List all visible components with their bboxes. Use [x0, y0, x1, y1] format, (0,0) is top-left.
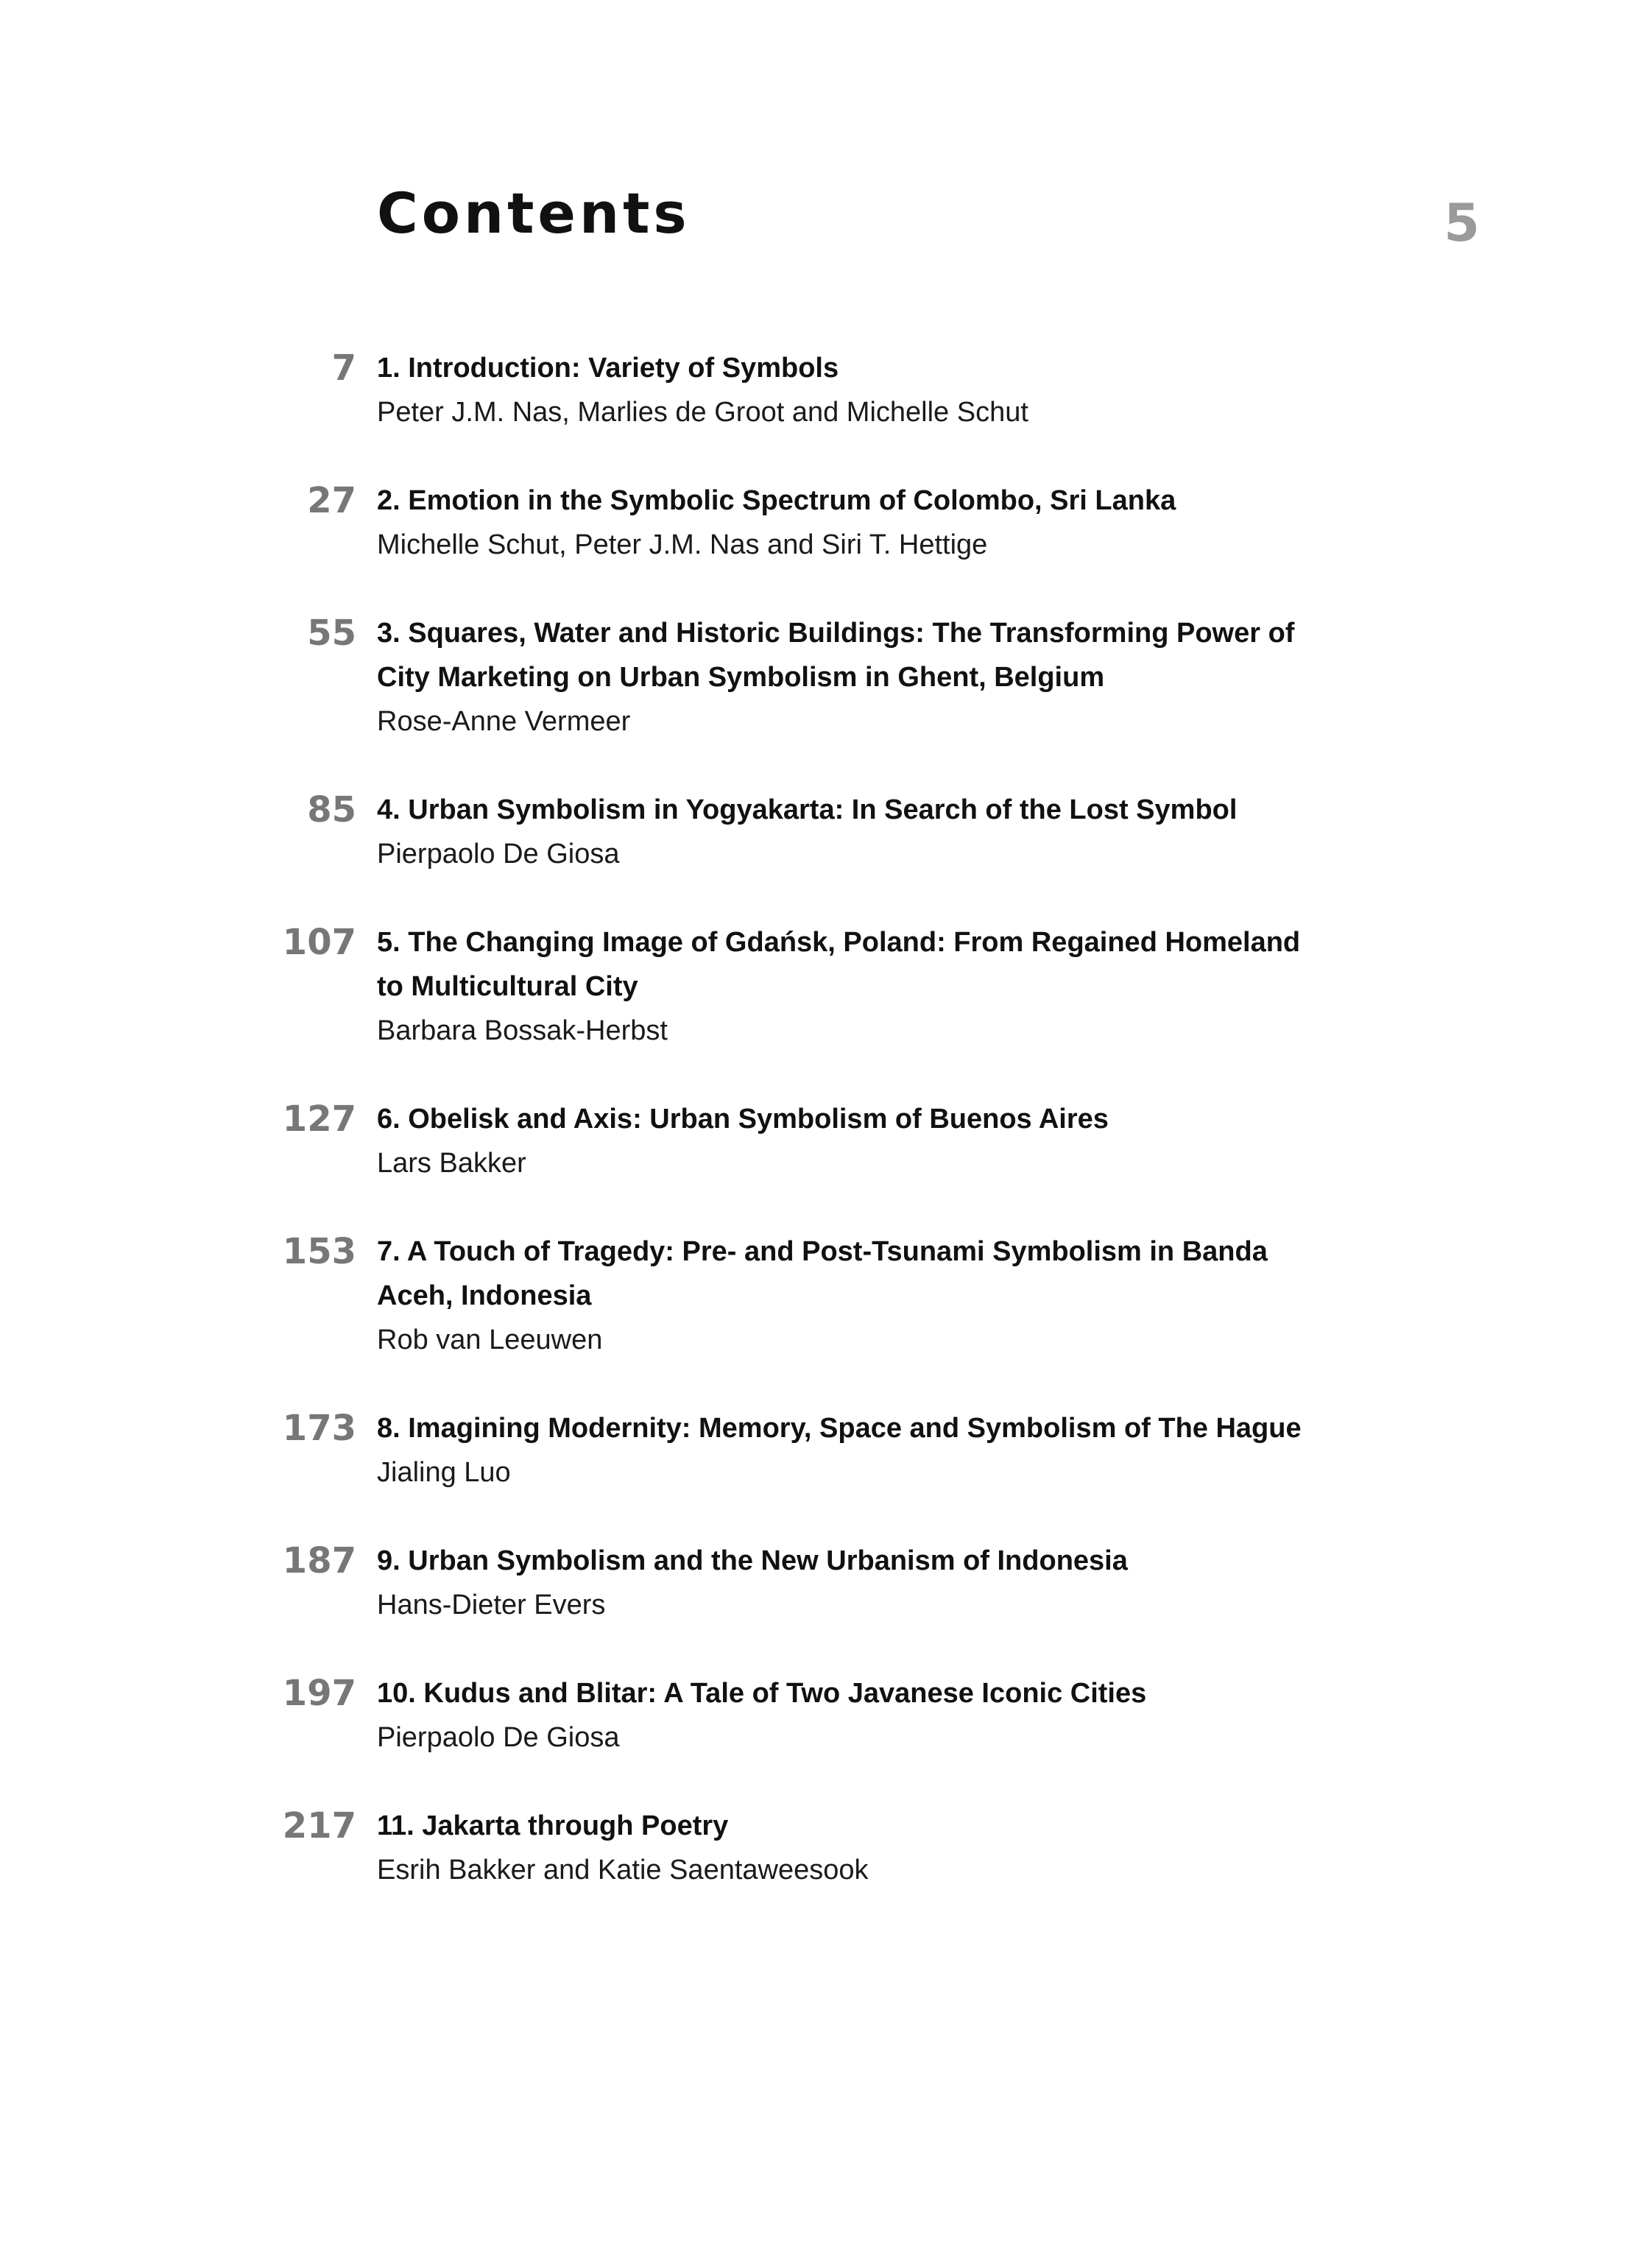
toc-entry[interactable] — [0, 1539, 1652, 1627]
toc-page-number: 173 — [282, 1408, 356, 1449]
toc-entry[interactable] — [0, 1406, 1652, 1495]
toc-chapter-authors: Barbara Bossak-Herbst — [377, 1015, 668, 1046]
toc-page-number: 27 — [307, 480, 356, 521]
toc-page-number: 153 — [282, 1231, 356, 1272]
toc-chapter-title[interactable]: 4. Urban Symbolism in Yogyakarta: In Search of the Lost Symbol — [377, 794, 1238, 825]
table-of-contents — [0, 346, 1652, 1936]
toc-chapter-authors: Lars Bakker — [377, 1148, 526, 1179]
toc-chapter-title[interactable]: 11. Jakarta through Poetry — [377, 1810, 729, 1841]
toc-chapter-title[interactable]: 2. Emotion in the Symbolic Spectrum of Colombo, Sri Lanka — [377, 485, 1176, 516]
toc-entry[interactable] — [0, 1230, 1652, 1362]
toc-chapter-title[interactable]: 8. Imagining Modernity: Memory, Space and Symbolism of The Hague — [377, 1413, 1302, 1444]
toc-page-number: 107 — [282, 922, 356, 963]
toc-entry[interactable] — [0, 346, 1652, 434]
toc-entry[interactable] — [0, 611, 1652, 744]
toc-chapter-authors: Hans-Dieter Evers — [377, 1590, 606, 1620]
toc-entry[interactable] — [0, 479, 1652, 567]
toc-chapter-authors: Rose-Anne Vermeer — [377, 706, 631, 737]
toc-page-number: 197 — [282, 1673, 356, 1714]
toc-chapter-title[interactable]: 10. Kudus and Blitar: A Tale of Two Javanese Iconic Cities — [377, 1678, 1147, 1709]
toc-page-number: 55 — [307, 613, 356, 654]
toc-chapter-authors: Michelle Schut, Peter J.M. Nas and Siri T. Hettige — [377, 529, 988, 560]
toc-chapter-authors: Esrih Bakker and Katie Saentaweesook — [377, 1855, 869, 1886]
toc-chapter-authors: Rob van Leeuwen — [377, 1324, 603, 1355]
toc-chapter-title[interactable]: 3. Squares, Water and Historic Buildings: The Transforming Power of City Marketing on Urban Symbolism in Ghent, Belgium — [377, 618, 1295, 693]
toc-chapter-authors: Peter J.M. Nas, Marlies de Groot and Michelle Schut — [377, 397, 1028, 428]
toc-entry[interactable] — [0, 920, 1652, 1053]
toc-entry[interactable] — [0, 1671, 1652, 1760]
toc-chapter-title[interactable]: 7. A Touch of Tragedy: Pre- and Post-Tsunami Symbolism in Banda Aceh, Indonesia — [377, 1236, 1268, 1311]
toc-chapter-title[interactable]: 6. Obelisk and Axis: Urban Symbolism of Buenos Aires — [377, 1104, 1109, 1135]
toc-chapter-title[interactable]: 1. Introduction: Variety of Symbols — [377, 353, 839, 384]
toc-entry[interactable] — [0, 1804, 1652, 1892]
toc-page-number: 85 — [307, 789, 356, 830]
toc-chapter-title[interactable]: 9. Urban Symbolism and the New Urbanism of Indonesia — [377, 1545, 1128, 1576]
toc-entry[interactable] — [0, 788, 1652, 876]
toc-page-number: 7 — [331, 348, 356, 389]
toc-chapter-authors: Pierpaolo De Giosa — [377, 1722, 620, 1753]
toc-chapter-title[interactable]: 5. The Changing Image of Gdańsk, Poland: From Regained Homeland to Multicultural City — [377, 927, 1301, 1002]
toc-page-number: 187 — [282, 1540, 356, 1581]
toc-page-number: 217 — [282, 1805, 356, 1846]
toc-entry[interactable] — [0, 1097, 1652, 1185]
toc-chapter-authors: Pierpaolo De Giosa — [377, 839, 620, 870]
page-title: Contents — [377, 180, 691, 246]
page-number: 5 — [1444, 193, 1480, 253]
toc-chapter-authors: Jialing Luo — [377, 1457, 511, 1488]
toc-page-number: 127 — [282, 1098, 356, 1140]
